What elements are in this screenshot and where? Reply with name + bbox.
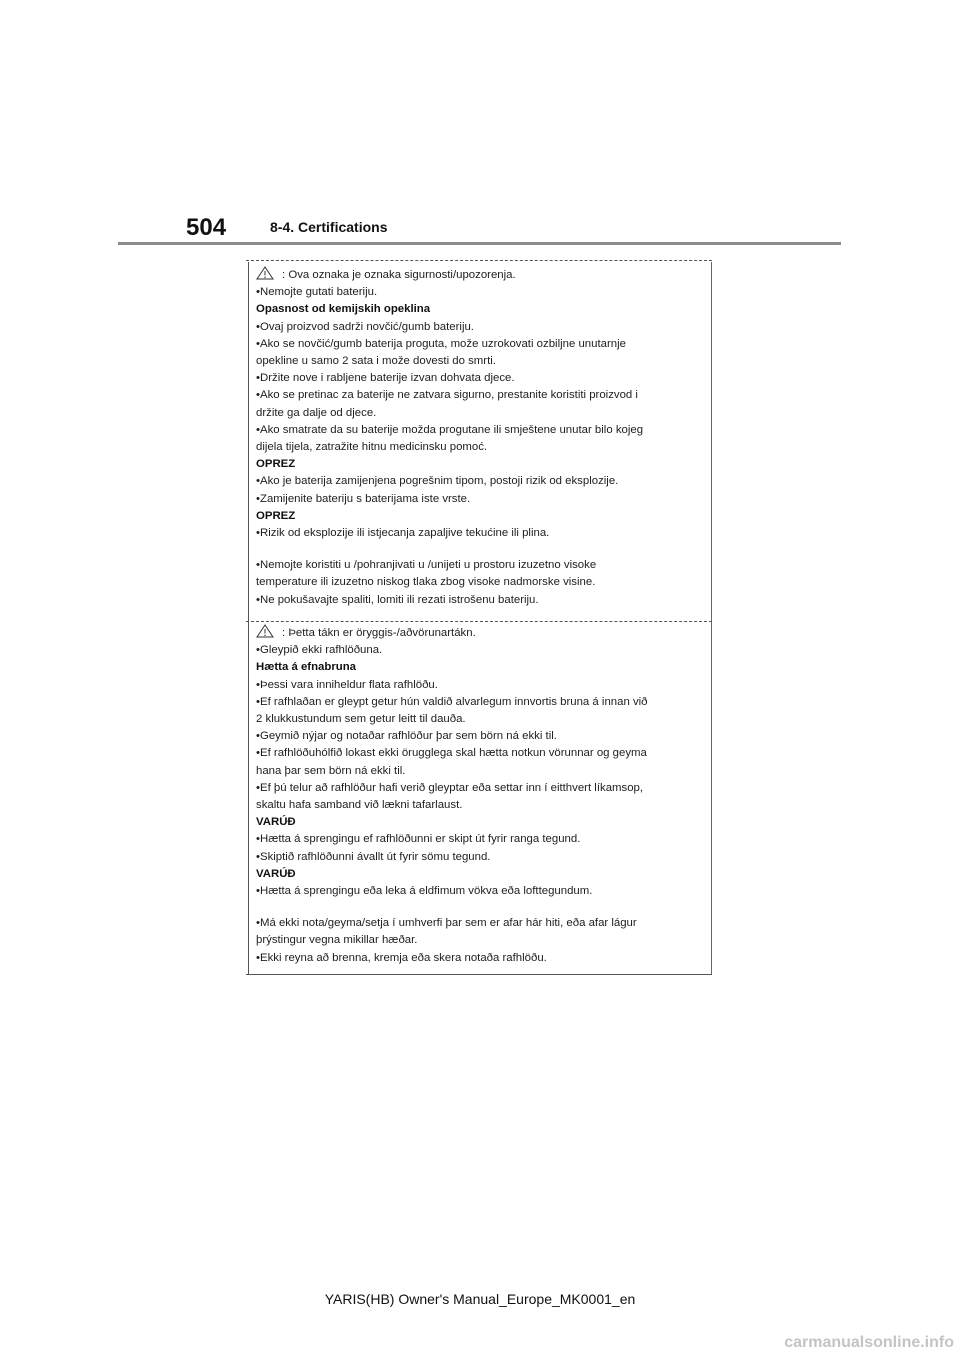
- icelandic-line: •Skiptið rafhlöðunni ávallt út fyrir sömu tegund.: [256, 850, 491, 863]
- icelandic-line: •Má ekki nota/geyma/setja í umhverfi þar sem er afar hár hiti, eða afar lágur: [256, 917, 637, 930]
- icelandic-line: •Ekki reyna að brenna, kremja eða skera notaða rafhlöðu.: [256, 951, 547, 964]
- icelandic-line: •Ef þú telur að rafhlöður hafi verið gleyptar eða settar inn í eitthvert líkamsop,: [256, 781, 644, 794]
- croatian-line: •Ne pokušavajte spaliti, lomiti ili rezati istrošenu bateriju.: [256, 593, 539, 606]
- icelandic-line: hana þar sem börn ná ekki til.: [256, 764, 406, 777]
- icelandic-heading: Hætta á efnabruna: [256, 661, 357, 674]
- croatian-line: •Ako se pretinac za baterije ne zatvara sigurno, prestanite koristiti proizvod i: [256, 389, 638, 402]
- croatian-line: opekline u samo 2 sata i može dovesti do smrti.: [256, 355, 496, 368]
- icelandic-line: •Ef rafhlöðuhólfið lokast ekki örugglega skal hætta notkun vörunnar og geyma: [256, 747, 647, 760]
- croatian-line: •Ovaj proizvod sadrži novčić/gumb bateriju.: [256, 320, 474, 333]
- croatian-line: dijela tijela, zatražite hitnu medicinsku pomoć.: [256, 441, 488, 454]
- croatian-line: •Ako se novčić/gumb baterija proguta, može uzrokovati ozbiljne unutarnje: [256, 337, 626, 350]
- icelandic-symbol-line: [256, 624, 706, 642]
- icelandic-line: •Þessi vara inniheldur flata rafhlöðu.: [256, 678, 438, 691]
- page-number: 504: [186, 214, 227, 241]
- frame-right-border: [711, 262, 712, 974]
- frame-divider: [246, 621, 712, 622]
- frame-top-border: [246, 260, 712, 261]
- warning-triangle-icon: [256, 624, 274, 638]
- header-rule: [118, 242, 841, 245]
- section-title: 8-4. Certifications: [270, 219, 388, 235]
- icelandic-line: •Hætta á sprengingu eða leka á eldfimum vökva eða lofttegundum.: [256, 885, 593, 898]
- icelandic-heading: VARÚÐ: [256, 867, 296, 880]
- croatian-line: •Držite nove i rabljene baterije izvan dohvata djece.: [256, 372, 515, 385]
- croatian-heading: OPREZ: [256, 458, 296, 471]
- warning-label-scan: [246, 260, 712, 984]
- icelandic-warning-block: [256, 624, 706, 967]
- icelandic-line: þrýstingur vegna mikillar hæðar.: [256, 934, 418, 947]
- croatian-line: •Nemojte gutati bateriju.: [256, 286, 378, 299]
- croatian-line: •Ako smatrate da su baterije možda progutane ili smještene unutar bilo kojeg: [256, 423, 644, 436]
- croatian-line: •Ako je baterija zamijenjena pogrešnim tipom, postoji rizik od eksplozije.: [256, 475, 619, 488]
- croatian-heading: Opasnost od kemijskih opeklina: [256, 303, 431, 316]
- croatian-line: •Zamijenite bateriju s baterijama iste vrste.: [256, 492, 471, 505]
- watermark: carmanualsonline.info: [784, 1334, 954, 1351]
- icelandic-line: skaltu hafa samband við lækni tafarlaust.: [256, 799, 463, 812]
- frame-left-border: [248, 262, 249, 974]
- icelandic-line: •Geymið nýjar og notaðar rafhlöður þar sem börn ná ekki til.: [256, 730, 557, 743]
- croatian-line: •Rizik od eksplozije ili istjecanja zapaljive tekućine ili plina.: [256, 527, 550, 540]
- icelandic-line: •Ef rafhlaðan er gleypt getur hún valdið alvarlegum innvortis bruna á innan við: [256, 695, 648, 708]
- icelandic-heading: VARÚÐ: [256, 816, 296, 829]
- croatian-symbol-line: [256, 266, 706, 284]
- icelandic-line: •Gleypið ekki rafhlöðuna.: [256, 644, 383, 657]
- icelandic-line: •Hætta á sprengingu ef rafhlöðunni er skipt út fyrir ranga tegund.: [256, 833, 581, 846]
- icelandic-line: 2 klukkustundum sem getur leitt til dauða.: [256, 713, 466, 726]
- croatian-line: držite ga dalje od djece.: [256, 406, 377, 419]
- croatian-warning-block: [256, 266, 706, 609]
- icelandic-symbol-text: : Þetta tákn er öryggis-/aðvörunartákn.: [282, 627, 476, 639]
- footer-manual-name: YARIS(HB) Owner's Manual_Europe_MK0001_en: [324, 1291, 636, 1307]
- croatian-symbol-text: : Ova oznaka je oznaka sigurnosti/upozorenja.: [282, 269, 516, 281]
- croatian-heading: OPREZ: [256, 509, 296, 522]
- warning-triangle-icon: [256, 266, 274, 280]
- croatian-line: temperature ili izuzetno niskog tlaka zbog visoke nadmorske visine.: [256, 576, 596, 589]
- croatian-line: •Nemojte koristiti u /pohranjivati u /unijeti u prostoru izuzetno visoke: [256, 559, 597, 572]
- frame-bottom-border: [246, 974, 712, 975]
